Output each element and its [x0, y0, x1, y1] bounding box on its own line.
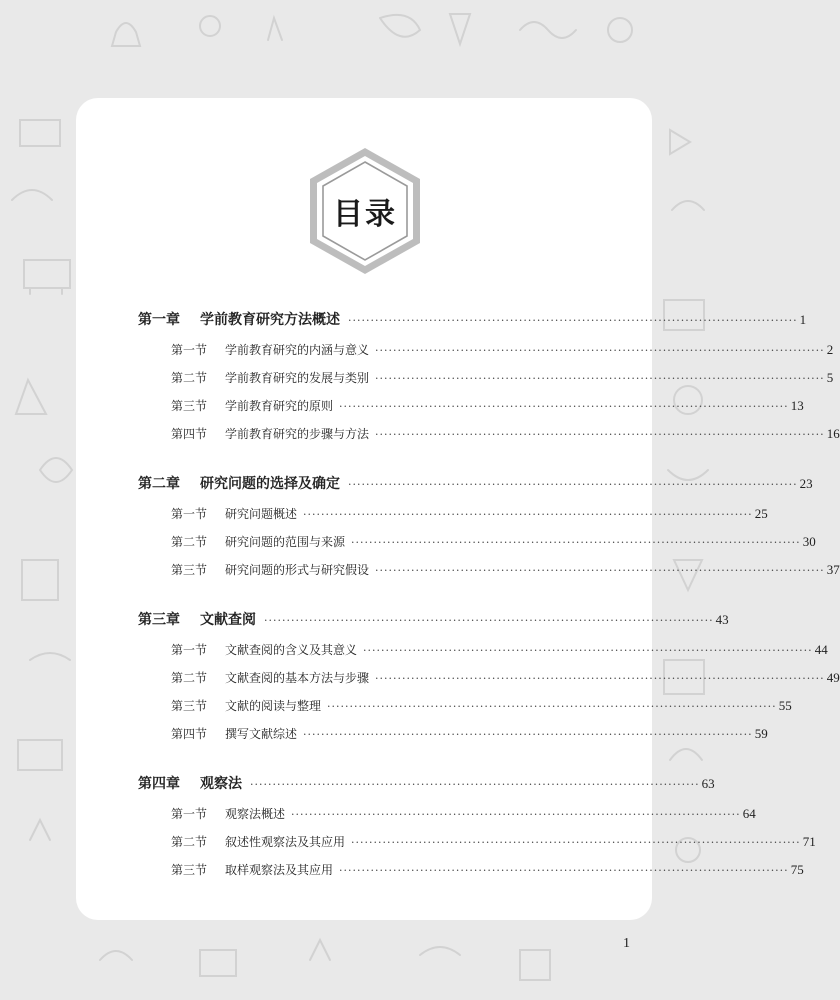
section-page: 59 — [754, 726, 768, 741]
chapter-number: 第二章 — [138, 476, 180, 492]
section-title: 文献的阅读与整理 — [225, 699, 322, 713]
section-number: 第四节 — [171, 727, 208, 741]
dot-leader: ···································································································· — [303, 728, 753, 741]
dot-leader: ···································································································· — [351, 536, 801, 549]
hourglass-doodle — [450, 14, 470, 44]
toc-list — [138, 304, 840, 904]
section-number: 第一节 — [171, 507, 208, 521]
chapter-page: 23 — [799, 476, 813, 491]
dot-leader: ···································································································· — [250, 778, 700, 791]
section-page: 55 — [778, 698, 792, 713]
section-title: 文献查阅的含义及其意义 — [225, 643, 358, 657]
section-row[interactable] — [138, 336, 834, 364]
tube-doodle — [22, 560, 58, 600]
section-title: 取样观察法及其应用 — [225, 863, 334, 877]
chapter-number: 第三章 — [138, 612, 180, 628]
section-title: 学前教育研究的步骤与方法 — [225, 427, 370, 441]
bus-doodle — [24, 260, 70, 294]
section-number: 第四节 — [171, 427, 208, 441]
dot-leader: ···································································································· — [348, 478, 798, 491]
section-page: 16 — [826, 426, 840, 441]
chapter-block — [138, 304, 840, 448]
chapter-number: 第一章 — [138, 312, 180, 328]
section-title: 学前教育研究的原则 — [225, 399, 334, 413]
section-number: 第三节 — [171, 563, 208, 577]
chapter-title: 学前教育研究方法概述 — [200, 312, 340, 328]
dot-leader: ···································································································· — [351, 836, 801, 849]
chapter-page: 43 — [715, 612, 729, 627]
dot-leader: ···································································································· — [375, 372, 825, 385]
dot-leader: ···································································································· — [375, 672, 825, 685]
section-page: 2 — [826, 342, 834, 357]
chapter-block — [138, 604, 840, 748]
chapter-title: 文献查阅 — [200, 612, 256, 628]
section-title: 叙述性观察法及其应用 — [225, 835, 346, 849]
section-number: 第三节 — [171, 863, 208, 877]
dot-leader: ···································································································· — [363, 644, 813, 657]
chapter-number: 第四章 — [138, 776, 180, 792]
section-number: 第二节 — [171, 671, 208, 685]
section-row[interactable] — [138, 636, 828, 664]
book-doodle — [20, 120, 60, 146]
section-row[interactable] — [138, 664, 840, 692]
toc-card — [76, 98, 840, 920]
section-page: 37 — [826, 562, 840, 577]
section-number: 第一节 — [171, 343, 208, 357]
dot-leader: ···································································································· — [375, 344, 825, 357]
section-number: 第三节 — [171, 399, 208, 413]
section-row[interactable] — [138, 828, 816, 856]
bell-doodle — [112, 23, 140, 46]
chapter-block — [138, 768, 816, 884]
section-row[interactable] — [138, 800, 756, 828]
section-row[interactable] — [138, 556, 840, 584]
dot-leader: ···································································································· — [291, 808, 741, 821]
cloud-doodle — [380, 15, 420, 37]
dot-leader: ···································································································· — [339, 864, 789, 877]
section-page: 30 — [802, 534, 816, 549]
chapter-page: 63 — [701, 776, 715, 791]
title-badge — [307, 146, 423, 276]
dot-leader: ···································································································· — [348, 314, 798, 327]
section-title: 研究问题的范围与来源 — [225, 535, 346, 549]
section-title: 学前教育研究的内涵与意义 — [225, 343, 370, 357]
page-number: 1 — [623, 936, 630, 951]
chapter-row[interactable] — [138, 604, 729, 636]
chapter-page: 1 — [799, 312, 807, 327]
section-page: 13 — [790, 398, 804, 413]
section-page: 75 — [790, 862, 804, 877]
section-row[interactable] — [138, 500, 768, 528]
section-row[interactable] — [138, 720, 768, 748]
section-page: 49 — [826, 670, 840, 685]
section-row[interactable] — [138, 420, 840, 448]
section-page: 44 — [814, 642, 828, 657]
section-title: 观察法概述 — [225, 807, 286, 821]
toc-heading: 目录 — [333, 197, 397, 232]
chapter-title: 研究问题的选择及确定 — [200, 476, 340, 492]
section-row[interactable] — [138, 692, 792, 720]
section-number: 第二节 — [171, 535, 208, 549]
section-title: 学前教育研究的发展与类别 — [225, 371, 370, 385]
section-title: 文献查阅的基本方法与步骤 — [225, 671, 370, 685]
section-row[interactable] — [138, 856, 804, 884]
section-number: 第一节 — [171, 643, 208, 657]
section-title: 撰写文献综述 — [225, 727, 298, 741]
section-number: 第二节 — [171, 835, 208, 849]
section-row[interactable] — [138, 364, 834, 392]
section-page: 5 — [826, 370, 834, 385]
section-number: 第一节 — [171, 807, 208, 821]
dot-leader: ···································································································· — [264, 614, 714, 627]
chapter-row[interactable] — [138, 768, 715, 800]
chapter-title: 观察法 — [200, 776, 242, 792]
dot-leader: ···································································································· — [327, 700, 777, 713]
section-title: 研究问题概述 — [225, 507, 298, 521]
chapter-block — [138, 468, 840, 584]
section-number: 第三节 — [171, 699, 208, 713]
section-page: 25 — [754, 506, 768, 521]
section-page: 71 — [802, 834, 816, 849]
dot-leader: ···································································································· — [339, 400, 789, 413]
dot-leader: ···································································································· — [375, 428, 825, 441]
section-page: 64 — [742, 806, 756, 821]
dot-leader: ···································································································· — [375, 564, 825, 577]
section-row[interactable] — [138, 392, 804, 420]
section-title: 研究问题的形式与研究假设 — [225, 563, 370, 577]
dot-leader: ···································································································· — [303, 508, 753, 521]
chapter-row[interactable] — [138, 304, 807, 336]
chapter-row[interactable] — [138, 468, 813, 500]
section-number: 第二节 — [171, 371, 208, 385]
apple-doodle — [200, 16, 220, 36]
section-row[interactable] — [138, 528, 816, 556]
